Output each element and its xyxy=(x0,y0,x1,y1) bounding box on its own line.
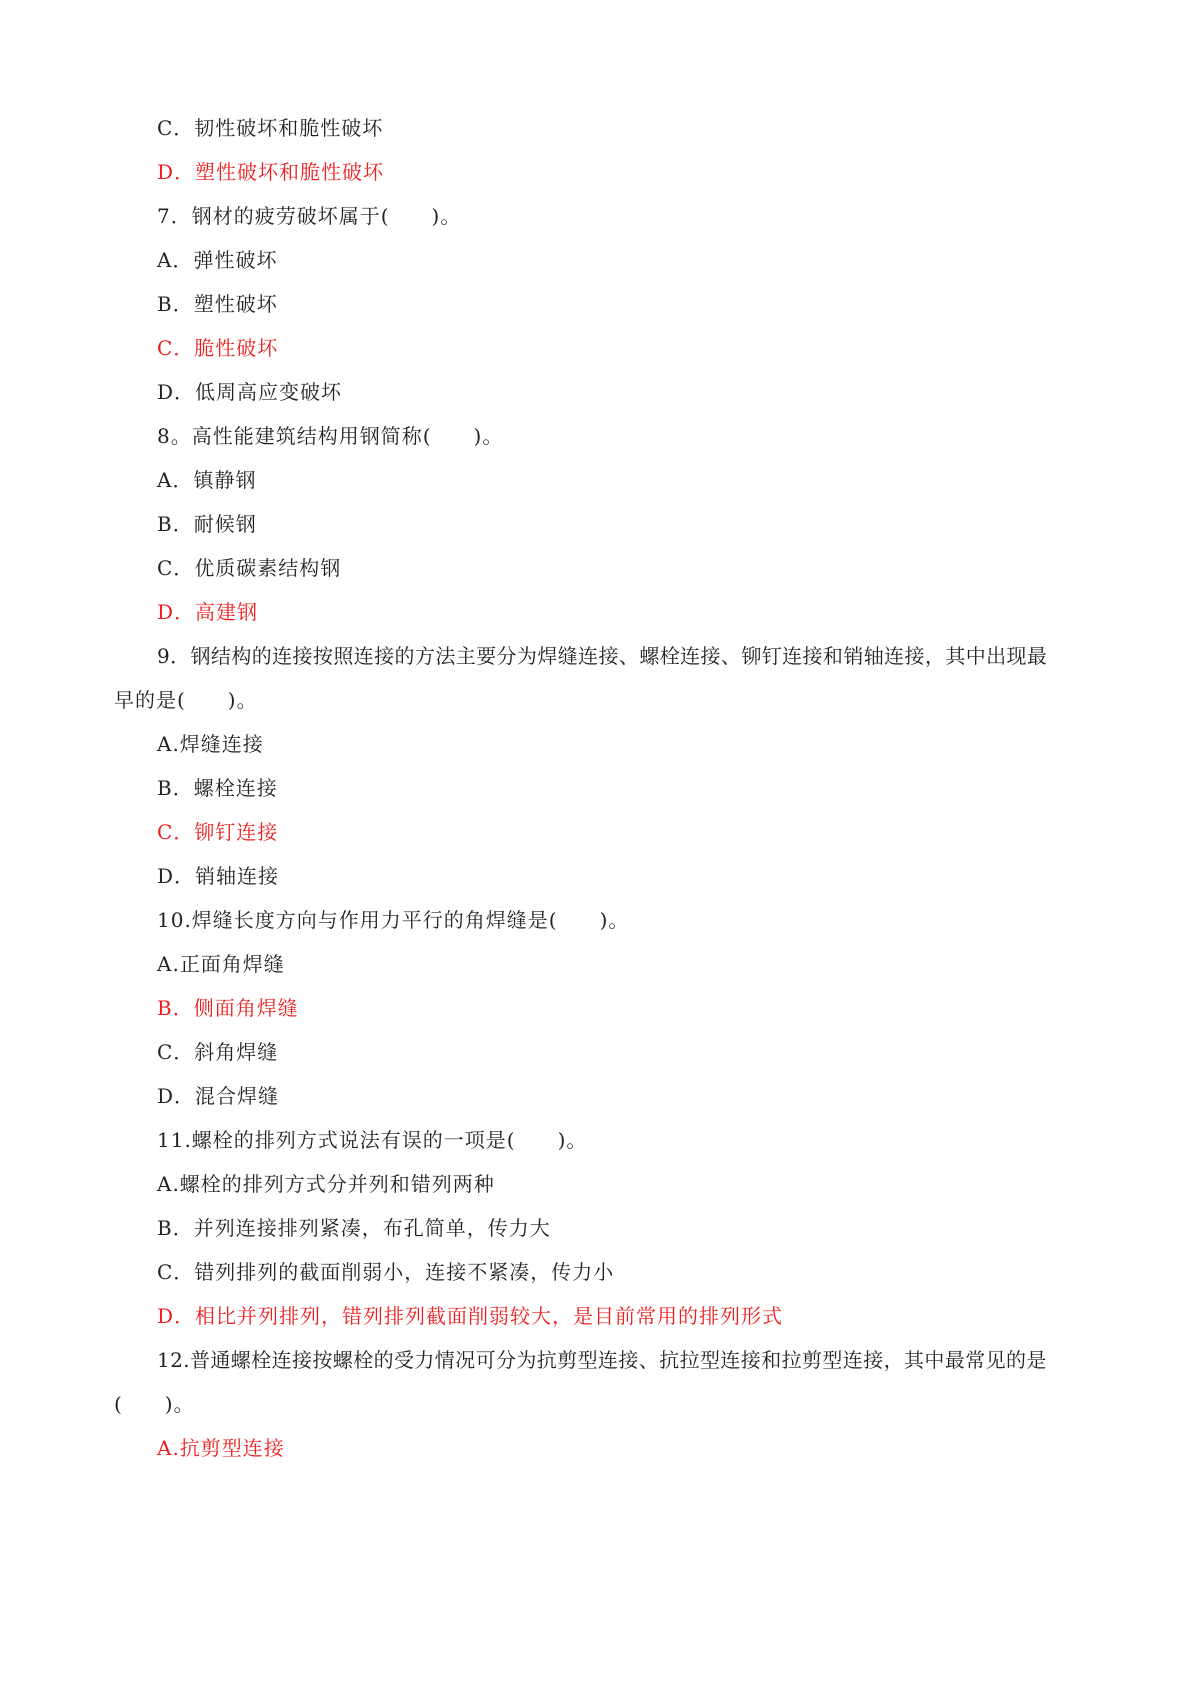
q6-option-c: C．韧性破坏和脆性破坏 xyxy=(157,116,384,140)
q10-option-b-answer: B．侧面角焊缝 xyxy=(157,996,299,1020)
q8-option-b: B．耐候钢 xyxy=(157,512,257,536)
q8-option-a: A．镇静钢 xyxy=(157,468,257,492)
q7-option-b: B．塑性破坏 xyxy=(157,292,278,316)
q12-option-a-answer: A.抗剪型连接 xyxy=(157,1436,285,1460)
q9-option-c-answer: C．铆钉连接 xyxy=(157,820,279,844)
q7-option-c-answer: C．脆性破坏 xyxy=(157,336,279,360)
q9-option-b: B．螺栓连接 xyxy=(157,776,278,800)
q8-stem: 8。高性能建筑结构用钢简称( )。 xyxy=(157,424,504,448)
q6-option-d-answer: D．塑性破坏和脆性破坏 xyxy=(157,160,385,184)
q8-option-c: C．优质碳素结构钢 xyxy=(157,556,342,580)
q11-option-a: A.螺栓的排列方式分并列和错列两种 xyxy=(157,1172,495,1196)
q9-option-a: A.焊缝连接 xyxy=(157,732,264,756)
q9-option-d: D．销轴连接 xyxy=(157,864,280,888)
q9-stem-line2: 早的是( )。 xyxy=(114,688,258,712)
q8-option-d-answer: D．高建钢 xyxy=(157,600,259,624)
q11-option-d-answer: D．相比并列排列，错列排列截面削弱较大，是目前常用的排列形式 xyxy=(157,1304,784,1328)
q11-option-b: B．并列连接排列紧凑，布孔简单，传力大 xyxy=(157,1216,551,1240)
q10-option-c: C．斜角焊缝 xyxy=(157,1040,279,1064)
q12-stem-line2: ( )。 xyxy=(114,1392,195,1416)
q11-option-c: C．错列排列的截面削弱小，连接不紧凑，传力小 xyxy=(157,1260,615,1284)
q10-stem: 10.焊缝长度方向与作用力平行的角焊缝是( )。 xyxy=(157,908,630,932)
q11-stem: 11.螺栓的排列方式说法有误的一项是( )。 xyxy=(157,1128,588,1152)
q12-stem-line1: 12.普通螺栓连接按螺栓的受力情况可分为抗剪型连接、抗拉型连接和拉剪型连接，其中最常见的是 xyxy=(157,1348,1047,1372)
q7-option-a: A．弹性破坏 xyxy=(157,248,278,272)
q10-option-d: D．混合焊缝 xyxy=(157,1084,280,1108)
q10-option-a: A.正面角焊缝 xyxy=(157,952,285,976)
q9-stem-line1: 9．钢结构的连接按照连接的方法主要分为焊缝连接、螺栓连接、铆钉连接和销轴连接，其中出现最 xyxy=(157,644,1048,668)
q7-option-d: D．低周高应变破坏 xyxy=(157,380,343,404)
q7-stem: 7．钢材的疲劳破坏属于( )。 xyxy=(157,204,462,228)
